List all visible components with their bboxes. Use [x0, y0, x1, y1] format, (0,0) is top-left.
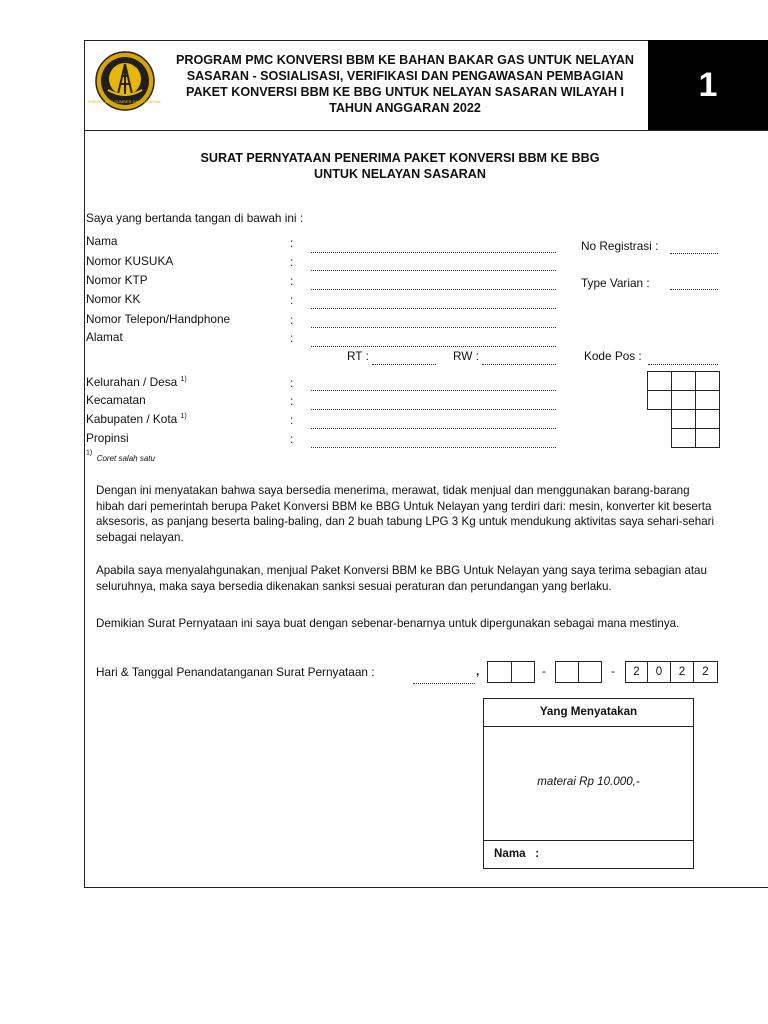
- kode-pos-field[interactable]: [648, 364, 718, 365]
- signature-divider: [483, 726, 694, 727]
- date-month-digit[interactable]: [555, 661, 579, 683]
- date-year-digit: 0: [647, 661, 671, 683]
- statement-paragraph-3: Demikian Surat Pernyataan ini saya buat dengan sebenar-benarnya untuk dipergunakan sebagai mana mestinya.: [96, 617, 680, 630]
- code-cell[interactable]: [695, 409, 720, 429]
- program-title-line: SASARAN - SOSIALISASI, VERIFIKASI DAN PENGAWASAN PEMBAGIAN: [186, 69, 624, 83]
- colon: :: [290, 376, 294, 390]
- colon: :: [290, 274, 294, 288]
- label-kusuka: Nomor KUSUKA: [86, 254, 174, 268]
- esdm-logo: [88, 50, 162, 112]
- kusuka-field[interactable]: [311, 270, 556, 271]
- telepon-field[interactable]: [311, 327, 556, 328]
- form-number: 1: [698, 65, 718, 104]
- code-cell[interactable]: [671, 428, 696, 448]
- label-rt: RT :: [347, 349, 369, 363]
- footnote: [86, 448, 155, 466]
- label-kabupaten: [86, 412, 187, 426]
- statement-paragraph-1: Dengan ini menyatakan bahwa saya bersedia menerima, merawat, tidak menjual dan menggunakan barang-barang hibah dari pemerintah berupa Paket Konversi BBM ke BBG Untuk Nelayan yang terdiri dari: mesin, konverter kit beserta aksesoris, as panjang beserta baling-baling, dan 2 buah tabung LPG 3 Kg untuk mendukung aktivitas saya sehari-sehari sebagai nelayan.: [96, 484, 715, 544]
- label-telepon: Nomor Telepon/Handphone: [86, 312, 231, 326]
- label-alamat: Alamat: [86, 330, 123, 344]
- label-kecamatan: Kecamatan: [86, 393, 146, 407]
- label-kabupaten-text: Kabupaten / Kota: [86, 412, 178, 426]
- signature-heading: Yang Menyatakan: [539, 705, 638, 718]
- rt-field[interactable]: [372, 364, 436, 365]
- footnote-mark: 1): [180, 413, 187, 421]
- label-kelurahan: [86, 375, 187, 389]
- colon: :: [290, 255, 294, 269]
- header-divider: [84, 130, 768, 131]
- date-year-digit: 2: [670, 661, 694, 683]
- label-propinsi: Propinsi: [86, 431, 129, 445]
- footnote-mark: 1): [86, 449, 93, 457]
- intro-text: Saya yang bertanda tangan di bawah ini :: [86, 211, 304, 225]
- colon: :: [290, 236, 294, 250]
- signature-name-label: Nama :: [494, 847, 540, 860]
- form-title-line: SURAT PERNYATAAN PENERIMA PAKET KONVERSI BBM KE BBG: [200, 151, 600, 165]
- label-ktp: Nomor KTP: [86, 273, 148, 287]
- date-dash: -: [542, 664, 546, 678]
- date-label: Hari & Tanggal Penandatanganan Surat Pernyataan :: [96, 665, 375, 679]
- kk-field[interactable]: [311, 308, 556, 309]
- program-title-line: PROGRAM PMC KONVERSI BBM KE BAHAN BAKAR GAS UNTUK NELAYAN: [175, 53, 635, 67]
- label-type-varian: Type Varian :: [581, 276, 650, 290]
- form-number-badge: [648, 40, 768, 130]
- colon: :: [290, 331, 294, 345]
- date-month-digit[interactable]: [578, 661, 602, 683]
- date-dash: -: [611, 664, 615, 678]
- propinsi-field[interactable]: [311, 447, 556, 448]
- no-registrasi-field[interactable]: [670, 253, 718, 254]
- code-cell[interactable]: [647, 390, 672, 410]
- nama-field[interactable]: [311, 252, 556, 253]
- colon: :: [290, 432, 294, 446]
- code-cell[interactable]: [695, 428, 720, 448]
- label-no-registrasi: No Registrasi :: [581, 239, 659, 253]
- kelurahan-field[interactable]: [311, 390, 556, 391]
- kabupaten-field[interactable]: [311, 428, 556, 429]
- type-varian-field[interactable]: [670, 289, 718, 290]
- code-cell[interactable]: [695, 371, 720, 391]
- statement-paragraph-2: Apabila saya menyalahgunakan, menjual Paket Konversi BBM ke BBG Untuk Nelayan yang saya terima sebagian atau seluruhnya, maka saya bersedia dikenakan sanksi sesuai peraturan dan perundangan yang berlaku.: [96, 564, 707, 593]
- code-cell[interactable]: [671, 371, 696, 391]
- colon: :: [290, 293, 294, 307]
- ktp-field[interactable]: [311, 289, 556, 290]
- label-kk: Nomor KK: [86, 292, 141, 306]
- footnote-text: Coret salah satu: [96, 454, 155, 463]
- date-year-digit: 2: [625, 661, 648, 683]
- footnote-mark: 1): [180, 376, 187, 384]
- form-title-line: UNTUK NELAYAN SASARAN: [314, 167, 486, 181]
- code-cell[interactable]: [671, 390, 696, 410]
- svg-text:ENERGI DAN SUMBER DAYA MINERAL: ENERGI DAN SUMBER DAYA MINERAL: [88, 99, 162, 104]
- program-title: [160, 52, 650, 116]
- day-field[interactable]: [413, 683, 475, 684]
- rw-field[interactable]: [482, 364, 556, 365]
- code-cell[interactable]: [647, 371, 672, 391]
- label-rw: RW :: [453, 349, 479, 363]
- code-cell[interactable]: [671, 409, 696, 429]
- colon: :: [290, 313, 294, 327]
- date-comma: ,: [476, 664, 480, 678]
- form-title: [84, 150, 716, 182]
- date-day-digit[interactable]: [487, 661, 512, 683]
- code-cell[interactable]: [695, 390, 720, 410]
- program-title-line: PAKET KONVERSI BBM KE BBG UNTUK NELAYAN SASARAN WILAYAH I: [185, 85, 625, 99]
- date-year-digit: 2: [693, 661, 718, 683]
- date-day-digit[interactable]: [511, 661, 535, 683]
- signature-divider: [483, 840, 694, 841]
- label-kode-pos: Kode Pos :: [584, 349, 642, 363]
- label-nama: Nama: [86, 234, 118, 248]
- colon: :: [290, 394, 294, 408]
- materai-note: materai Rp 10.000,-: [537, 775, 640, 788]
- colon: :: [290, 413, 294, 427]
- kecamatan-field[interactable]: [311, 409, 556, 410]
- label-kelurahan-text: Kelurahan / Desa: [86, 375, 178, 389]
- program-title-line: TAHUN ANGGARAN 2022: [329, 101, 481, 115]
- alamat-field[interactable]: [311, 346, 556, 347]
